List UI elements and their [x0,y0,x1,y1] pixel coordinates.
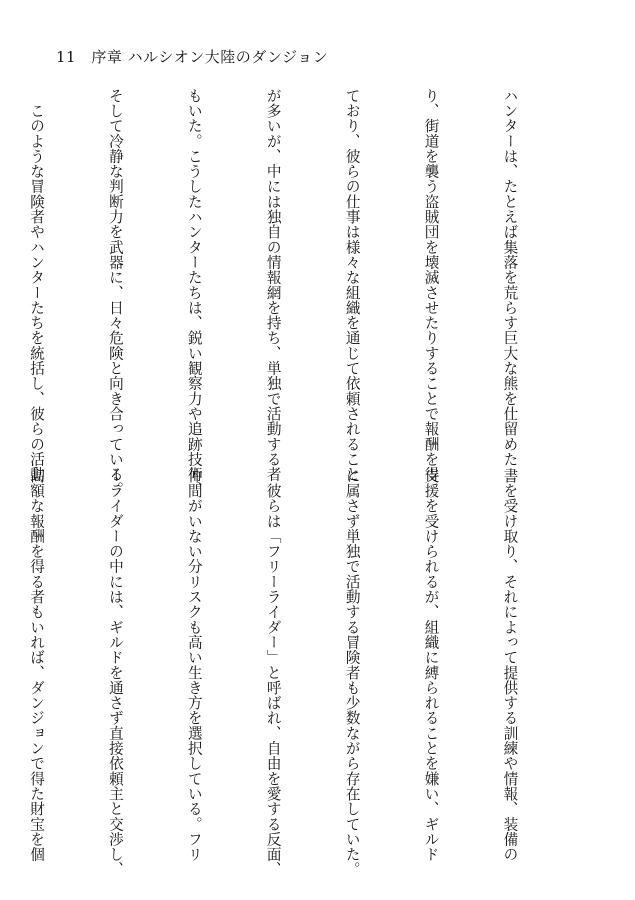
text-column: そして冷静な判断力を武器に、日々危険と向き合っている。 [106,88,124,498]
text-column: 支援を受けられるが、組織に縛られることを嫌い、ギルド [422,468,440,862]
text-column: 書を受け取り、それによって提供する訓練や情報、装備の [501,468,519,862]
text-column: 彼らは「フリーライダー」と呼ばれ、自由を愛する反面、 [264,468,282,878]
running-header [56,46,328,67]
text-column: に属さず単独で活動する冒険者も少数ながら存在していた。 [343,468,361,878]
text-column: ーライダーの中には、ギルドを通さず直接依頼主と交渉し、 [106,468,124,878]
chapter-title: ハルシオン大陸のダンジョン [127,48,329,66]
text-column: り、街道を襲う盗賊団を壊滅させたりすることで報酬を得 [422,88,440,482]
text-column: ており、彼らの仕事は様々な組織を通じて依頼されること [343,88,361,482]
text-column: 高額な報酬を得る者もいれば、ダンジョンで得た財宝を個 [28,468,46,862]
text-column: ハンターは、たとえば集落を荒らす巨大な熊を仕留めた [501,88,519,467]
text-block-top [0,88,575,498]
text-column: が多いが、中には独自の情報網を持ち、単独で活動する者 [264,88,282,482]
chapter-label: 序章 [91,48,123,66]
text-column: 仲間がいない分リスクも高い生き方を選択している。フリ [185,468,203,862]
page-number: 11 [56,48,77,66]
text-column: このような冒険者やハンターたちを統括し、彼らの活動 [28,88,46,482]
text-block-bottom [0,468,575,878]
text-column: もいた。こうしたハンターたちは、鋭い観察力や追跡技術、 [185,88,203,498]
